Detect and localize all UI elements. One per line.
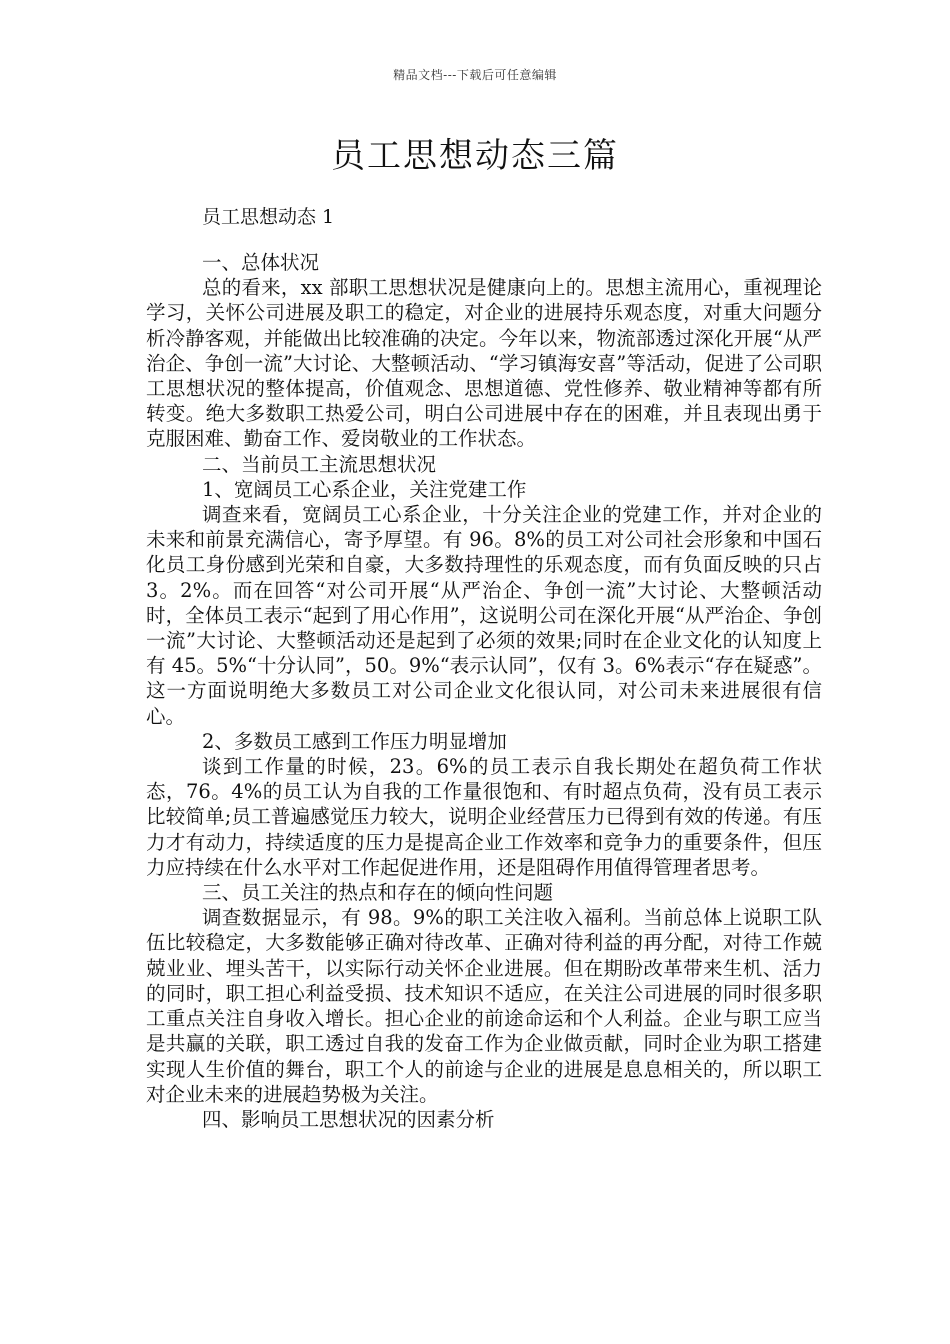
heading-influencing-factors: 四、影响员工思想状况的因素分析: [202, 1107, 495, 1131]
paragraph-work-pressure: 谈到工作量的时候，23。6%的员工表示自我长期处在超负荷工作状态，76。4%的员工认为自我的工作量很饱和、有时超点负荷，没有员工表示比较简单;员工普遍感觉压力较大，说明企业经营压力已得到有效的传递。有压力才有动力，持续适度的压力是提高企业工作效率和竞争力的重要条件，但压力应持续在什么水平对工作起促进作用，还是阻碍作用值得管理者思考。: [146, 755, 822, 879]
paragraph-survey-results: 调查来看，宽阔员工心系企业，十分关注企业的党建工作，并对企业的未来和前景充满信心，寄予厚望。有 96。8%的员工对公司社会形象和中国石化员工身份感到光荣和自豪，大多数持理性的乐观态度，而有负面反映的只占 3。2%。而在回答“对公司开展“从严治企、争创一流”大讨论、大整顿活动时，全体员工表示“起到了用心作用”，这说明公司在深化开展“从严治企、争创一流”大讨论、大整顿活动还是起到了必须的效果;同时在企业文化的认知度上有 45。5%“十分认同”，50。9%“表示认同”，仅有 3。6%表示“存在疑惑”。这一方面说明绝大多数员工对公司企业文化很认同，对公司未来进展很有信心。: [146, 503, 822, 728]
heading-hot-topics: 三、员工关注的热点和存在的倾向性问题: [202, 881, 554, 905]
header-note: 精品文档---下载后可任意编辑: [393, 68, 557, 82]
paragraph-hot-topics: 调查数据显示，有 98。9%的职工关注收入福利。当前总体上说职工队伍比较稳定，大多数能够正确对待改革、正确对待利益的再分配，对待工作兢兢业业、埋头苦干，以实际行动关怀企业进展。但在期盼改革带来生机、活力的同时，职工担心利益受损、技术知识不适应，在关注公司进展的同时很多职工重点关注自身收入增长。担心企业的前途命运和个人利益。企业与职工应当是共赢的关联，职工透过自我的发奋工作为企业做贡献，同时企业为职工搭建实现人生价值的舞台，职工个人的前途与企业的进展是息息相关的，所以职工对企业未来的进展趋势极为关注。: [146, 906, 822, 1106]
document-title: 员工思想动态三篇: [331, 136, 619, 176]
heading-mainstream-thoughts: 二、当前员工主流思想状况: [202, 452, 437, 476]
subheading-care-about-company: 1、宽阔员工心系企业，关注党建工作: [202, 477, 527, 501]
paragraph-overall-status: 总的看来，xx 部职工思想状况是健康向上的。思想主流用心，重视理论学习，关怀公司进展及职工的稳定，对企业的进展持乐观态度，对重大问题分析冷静客观，并能做出比较准确的决定。今年以来，物流部透过深化开展“从严治企、争创一流”大讨论、大整顿活动、“学习镇海安喜”等活动，促进了公司职工思想状况的整体提高，价值观念、思想道德、党性修养、敬业精神等都有所转变。绝大多数职工热爱公司，明白公司进展中存在的困难，并且表现出勇于克服困难、勤奋工作、爱岗敬业的工作状态。: [146, 276, 822, 451]
subheading-work-pressure: 2、多数员工感到工作压力明显增加: [202, 729, 507, 753]
document-body: [146, 250, 822, 1132]
section-heading: 员工思想动态 1: [202, 206, 335, 228]
heading-overall-status: 一、总体状况: [202, 251, 320, 274]
